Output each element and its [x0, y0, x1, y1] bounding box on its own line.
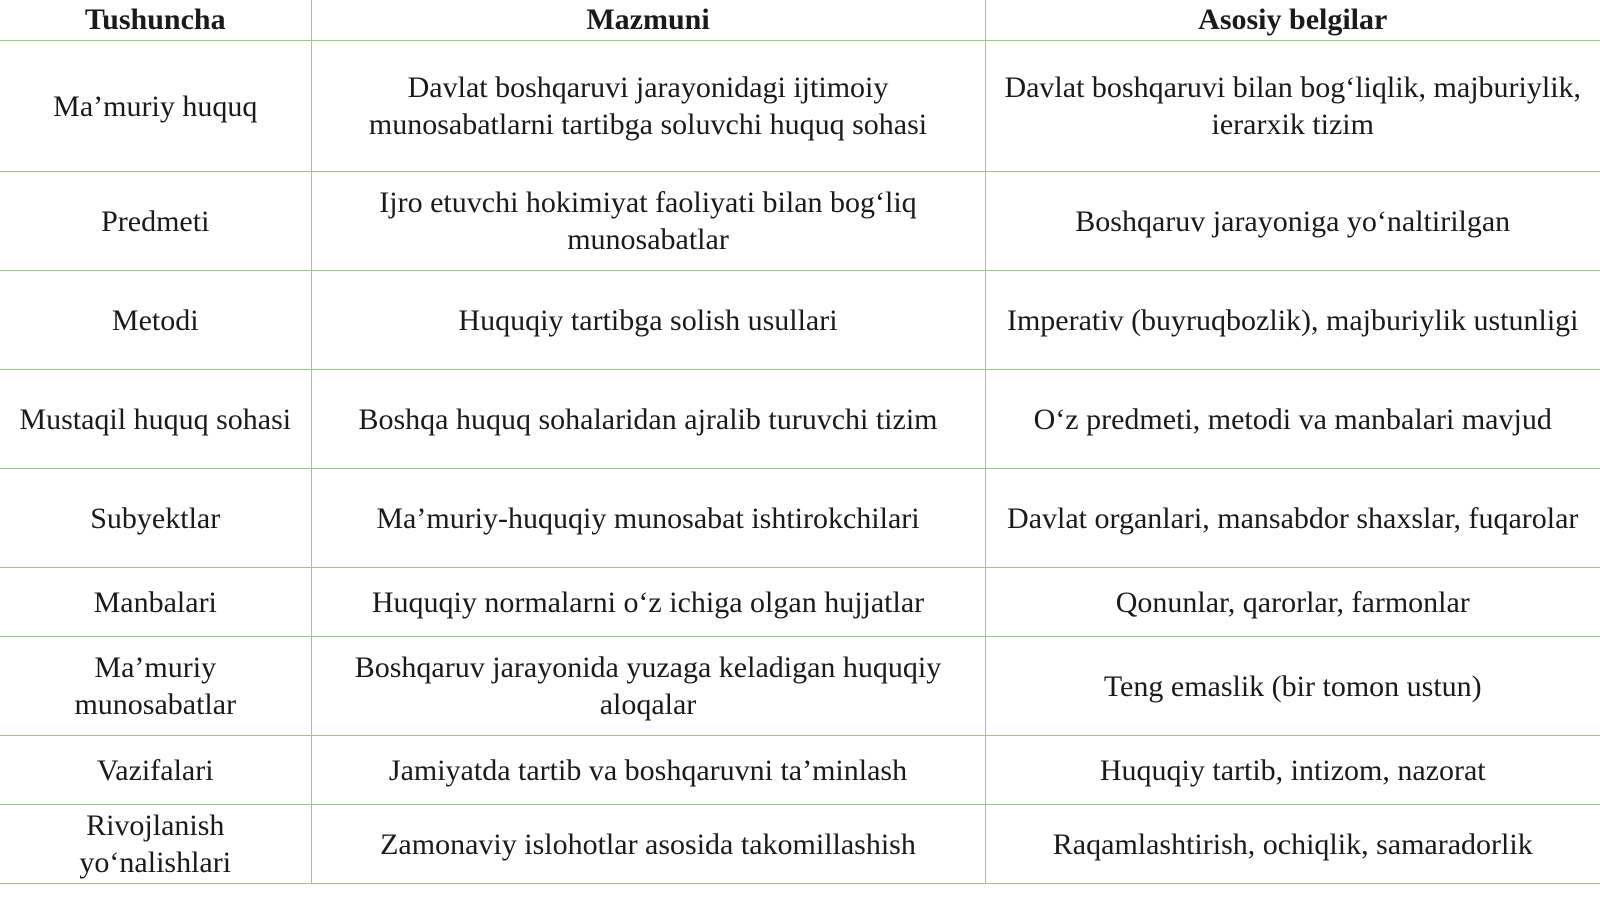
cell-content: Zamonaviy islohotlar asosida takomillashish — [311, 805, 985, 884]
cell-concept: Predmeti — [0, 172, 311, 271]
header-concept: Tushuncha — [0, 0, 311, 41]
cell-features: Teng emaslik (bir tomon ustun) — [985, 637, 1600, 736]
cell-features: Raqamlashtirish, ochiqlik, samaradorlik — [985, 805, 1600, 884]
table-row — [0, 271, 1600, 370]
table-header-row — [0, 0, 1600, 41]
cell-features: Imperativ (buyruqbozlik), majburiylik ustunligi — [985, 271, 1600, 370]
table-row — [0, 637, 1600, 736]
cell-concept: Mustaqil huquq sohasi — [0, 370, 311, 469]
cell-concept: Rivojlanish yo‘nalishlari — [0, 805, 311, 884]
table-row — [0, 469, 1600, 568]
cell-concept: Vazifalari — [0, 736, 311, 805]
table-row — [0, 568, 1600, 637]
table-row — [0, 41, 1600, 172]
cell-concept: Metodi — [0, 271, 311, 370]
cell-content: Davlat boshqaruvi jarayonidagi ijtimoiy munosabatlarni tartibga soluvchi huquq sohasi — [311, 41, 985, 172]
cell-features: Boshqaruv jarayoniga yo‘naltirilgan — [985, 172, 1600, 271]
cell-content: Boshqa huquq sohalaridan ajralib turuvchi tizim — [311, 370, 985, 469]
cell-concept: Ma’muriy munosabatlar — [0, 637, 311, 736]
cell-content: Boshqaruv jarayonida yuzaga keladigan huquqiy aloqalar — [311, 637, 985, 736]
cell-content: Huquqiy normalarni o‘z ichiga olgan hujjatlar — [311, 568, 985, 637]
table-row — [0, 805, 1600, 884]
cell-content: Ma’muriy-huquqiy munosabat ishtirokchilari — [311, 469, 985, 568]
cell-features: O‘z predmeti, metodi va manbalari mavjud — [985, 370, 1600, 469]
cell-content: Huquqiy tartibga solish usullari — [311, 271, 985, 370]
cell-content: Ijro etuvchi hokimiyat faoliyati bilan bog‘liq munosabatlar — [311, 172, 985, 271]
cell-features: Huquqiy tartib, intizom, nazorat — [985, 736, 1600, 805]
cell-features: Davlat boshqaruvi bilan bog‘liqlik, majburiylik, ierarxik tizim — [985, 41, 1600, 172]
table-row — [0, 172, 1600, 271]
cell-content: Jamiyatda tartib va boshqaruvni ta’minlash — [311, 736, 985, 805]
cell-concept: Ma’muriy huquq — [0, 41, 311, 172]
cell-features: Qonunlar, qarorlar, farmonlar — [985, 568, 1600, 637]
cell-concept: Manbalari — [0, 568, 311, 637]
header-content: Mazmuni — [311, 0, 985, 41]
table-row — [0, 736, 1600, 805]
cell-features: Davlat organlari, mansabdor shaxslar, fuqarolar — [985, 469, 1600, 568]
table-row — [0, 370, 1600, 469]
cell-concept: Subyektlar — [0, 469, 311, 568]
header-main-features: Asosiy belgilar — [985, 0, 1600, 41]
